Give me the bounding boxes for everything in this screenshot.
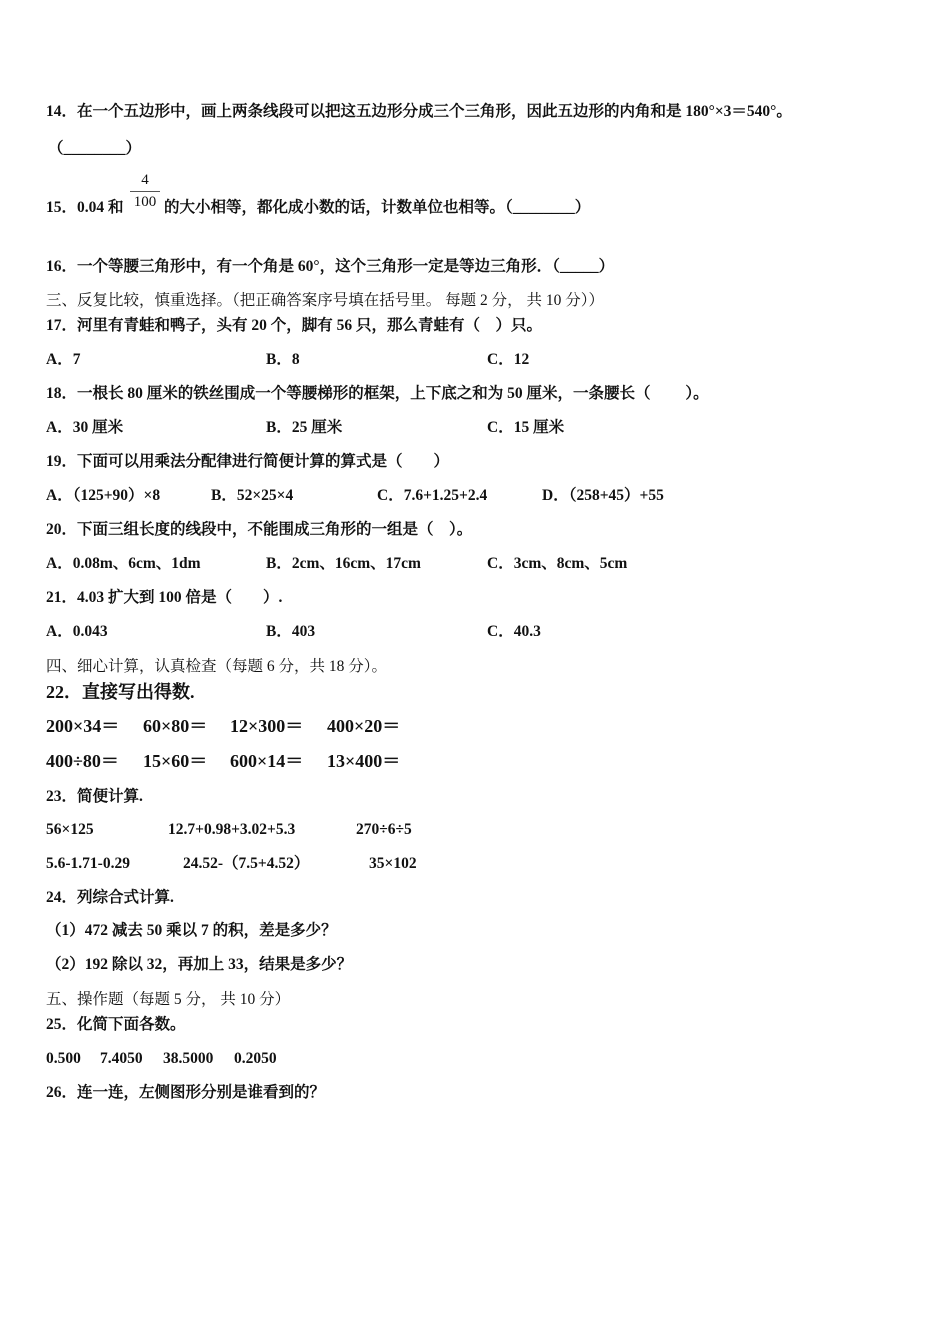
calc-item: 400×20＝: [327, 716, 401, 736]
option-b: B．2cm、16cm、17cm: [266, 555, 421, 572]
option-a: A．30 厘米: [46, 419, 124, 436]
calc-item: 13×400＝: [327, 751, 401, 771]
question-20: 20．下面三组长度的线段中，不能围成三角形的一组是（ ）。: [46, 521, 473, 538]
calc-item: 24.52-（7.5+4.52）: [183, 855, 310, 872]
option-a: A．0.043: [46, 623, 108, 640]
number-item: 0.2050: [234, 1050, 277, 1067]
option-b: B．8: [266, 351, 300, 368]
calc-item: 35×102: [369, 855, 417, 872]
option-b: B．25 厘米: [266, 419, 343, 436]
option-a: A．（125+90）×8: [46, 487, 161, 504]
calc-item: 270÷6÷5: [356, 821, 412, 838]
question-14-answer-blank: （________）: [48, 140, 142, 157]
option-a: A．7: [46, 351, 81, 368]
number-item: 7.4050: [100, 1050, 143, 1067]
calc-item: 12×300＝: [230, 716, 304, 736]
option-b: B．52×25×4: [211, 487, 294, 504]
question-16: 16．一个等腰三角形中，有一个角是 60°，这个三角形一定是等边三角形．（_____）: [46, 258, 615, 275]
option-b: B．403: [266, 623, 316, 640]
calc-item: 15×60＝: [143, 751, 208, 771]
fraction-numerator: 4: [130, 171, 160, 192]
question-14-line1: 14．在一个五边形中，画上两条线段可以把这五边形分成三个三角形，因此五边形的内角和是 180°×3＝540°。: [46, 103, 792, 120]
calc-item: 60×80＝: [143, 716, 208, 736]
question-17: 17．河里有青蛙和鸭子，头有 20 个，脚有 56 只，那么青蛙有（ ）只。: [46, 317, 543, 334]
question-19: 19．下面可以用乘法分配律进行简便计算的算式是（ ）: [46, 453, 450, 470]
question-15-after: 的大小相等，都化成小数的话，计数单位也相等。（________）: [164, 199, 591, 216]
section-3-heading: 三、反复比较，慎重选择。（把正确答案序号填在括号里。 每题 2 分， 共 10 分））: [46, 292, 605, 309]
calc-item: 600×14＝: [230, 751, 304, 771]
question-15-before: 15．0.04 和: [46, 199, 124, 216]
option-c: C．7.6+1.25+2.4: [377, 487, 488, 504]
calc-item: 56×125: [46, 821, 94, 838]
question-24-part-2: （2）192 除以 32，再加上 33，结果是多少？: [46, 956, 353, 973]
question-26: 26．连一连，左侧图形分别是谁看到的？: [46, 1084, 326, 1101]
question-21: 21．4.03 扩大到 100 倍是（ ）.: [46, 589, 283, 606]
question-25-title: 25．化简下面各数。: [46, 1016, 186, 1033]
option-c: C．40.3: [487, 623, 541, 640]
fraction-denominator: 100: [133, 194, 157, 210]
option-d: D．（258+45）+55: [542, 487, 664, 504]
question-23-title: 23．简便计算.: [46, 788, 143, 805]
number-item: 0.500: [46, 1050, 81, 1067]
fraction-4-100: [130, 171, 160, 211]
section-4-heading: 四、细心计算，认真检查（每题 6 分，共 18 分）。: [46, 658, 388, 675]
question-18: 18．一根长 80 厘米的铁丝围成一个等腰梯形的框架，上下底之和为 50 厘米，一条腰长（ ）。: [46, 385, 709, 402]
question-24-title: 24．列综合式计算.: [46, 889, 174, 906]
calc-item: 12.7+0.98+3.02+5.3: [168, 821, 296, 838]
section-5-heading: 五、操作题（每题 5 分， 共 10 分）: [46, 991, 291, 1008]
calc-item: 200×34＝: [46, 716, 120, 736]
calc-item: 400÷80＝: [46, 751, 119, 771]
option-c: C．12: [487, 351, 530, 368]
number-item: 38.5000: [163, 1050, 214, 1067]
question-24-part-1: （1）472 减去 50 乘以 7 的积，差是多少？: [46, 922, 337, 939]
question-22-title: 22．直接写出得数.: [46, 682, 195, 702]
option-a: A．0.08m、6cm、1dm: [46, 555, 201, 572]
option-c: C．3cm、8cm、5cm: [487, 555, 628, 572]
option-c: C．15 厘米: [487, 419, 565, 436]
calc-item: 5.6-1.71-0.29: [46, 855, 130, 872]
